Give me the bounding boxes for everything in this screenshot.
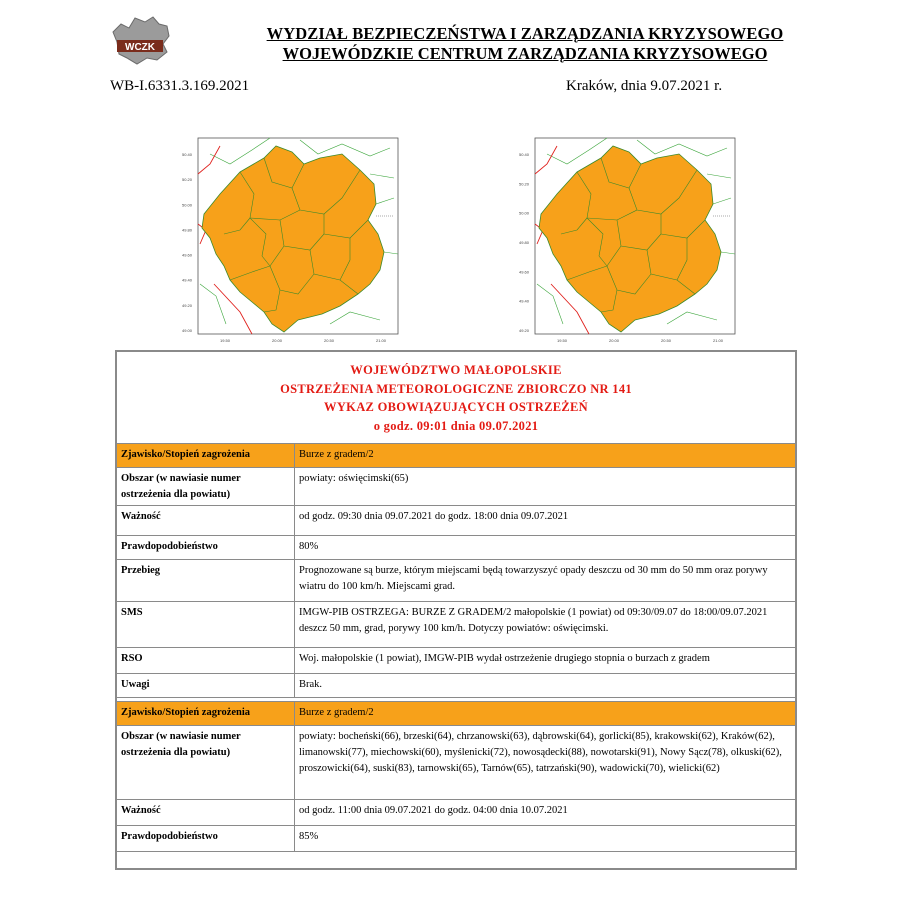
map-y-tick: 50.00 [519,210,530,216]
row-label: Zjawisko/Stopień zagrożenia [117,702,295,725]
row-label: Obszar (w nawiasie numer ostrzeżenia dla powiatu) [117,468,295,505]
table-row [117,648,795,674]
map-y-tick: 49.20 [182,302,193,308]
phenomenon-row [117,444,795,468]
wczk-logo [107,14,173,66]
table-row [117,800,795,826]
row-value: powiaty: bocheński(66), brzeski(64), chrzanowski(63), dąbrowski(64), gorlicki(85), krakowski(62), Kraków(62), limanowski(77), miechowski(60), myślenicki(72), nowosądecki(88), nowotarski(91), Nowy Sącz(78), olkuski(62), proszowicki(64), suski(83), tarnowski(65), Tarnów(65), tatrzański(90), wadowicki(70), wielicki(62) [299,731,782,774]
row-value: od godz. 09:30 dnia 09.07.2021 do godz. 18:00 dnia 09.07.2021 [299,511,569,522]
row-label: SMS [117,602,295,647]
table-row [117,506,795,536]
map-x-tick: 20.50 [661,338,672,343]
row-value: Prognozowane są burze, którym miejscami będą towarzyszyć opady deszczu od 30 mm do 50 mm oraz porywy wiatru do 100 km/h. Miejscami grad. [299,565,768,592]
row-value: od godz. 11:00 dnia 09.07.2021 do godz. 04:00 dnia 10.07.2021 [299,805,568,816]
map-x-tick: 19.50 [557,338,568,343]
department-title: WYDZIAŁ BEZPIECZEŃSTWA I ZARZĄDZANIA KRYZYSOWEGO [266,24,784,43]
warning-rows [117,444,795,852]
title-time: o godz. 09:01 dnia 09.07.2021 [373,418,539,433]
row-label: Zjawisko/Stopień zagrożenia [117,444,295,467]
warning-map-right [517,134,739,346]
map-y-tick: 50.40 [519,152,530,157]
row-label: RSO [117,648,295,673]
row-label: Ważność [117,506,295,535]
row-value: Brak. [299,679,323,690]
title-list: WYKAZ OBOWIĄZUJĄCYCH OSTRZEŻEŃ [324,400,588,414]
table-row [117,536,795,560]
map-y-tick: 49.40 [182,277,193,283]
map-y-tick: 50.40 [182,152,193,157]
row-value: Burze z gradem/2 [295,444,795,467]
map-x-tick: 20.50 [324,338,335,343]
table-row [117,468,795,506]
row-value: 85% [299,831,319,842]
map-x-tick: 21.00 [713,338,724,343]
map-y-tick: 49.60 [182,252,193,258]
document-date: Kraków, dnia 9.07.2021 r. [566,78,723,94]
map-x-tick: 21.00 [376,338,387,343]
map-y-tick: 50.00 [182,202,193,208]
map-y-tick: 49.80 [519,240,530,245]
warning-map-left [180,134,402,346]
phenomenon-row [117,702,795,726]
table-row [117,560,795,602]
table-row [117,826,795,852]
map-y-tick: 49.40 [519,298,530,304]
row-value: IMGW-PIB OSTRZEGA: BURZE Z GRADEM/2 małopolskie (1 powiat) od 09:30/09.07 do 18:00/09.07.2021 deszcz 50 mm, grad, porywy 100 km/h. Dotyczy powiatów: oświęcimski. [299,607,768,634]
map-x-tick: 20.00 [609,338,620,343]
row-label: Ważność [117,800,295,825]
row-label: Prawdopodobieństwo [117,826,295,851]
row-label: Przebieg [117,560,295,601]
warning-summary-table [115,350,797,870]
row-label: Obszar (w nawiasie numer ostrzeżenia dla powiatu) [117,726,295,799]
map-x-tick: 19.50 [220,338,231,343]
table-row [117,726,795,800]
row-value: Woj. małopolskie (1 powiat), IMGW-PIB wydał ostrzeżenie drugiego stopnia o burzach z gradem [299,653,710,664]
warning-title [117,352,795,444]
title-voivodeship: WOJEWÓDZTWO MAŁOPOLSKIE [350,363,562,377]
map-x-tick: 20.00 [272,338,283,343]
map-y-tick: 49.80 [182,227,193,233]
table-row [117,674,795,698]
map-y-tick: 49.60 [519,269,530,275]
svg-text:WCZK: WCZK [125,42,155,53]
row-label: Prawdopodobieństwo [117,536,295,559]
map-y-tick: 49.00 [182,328,193,333]
map-y-tick: 50.20 [182,177,193,183]
map-y-tick: 49.20 [519,328,530,333]
row-value: Burze z gradem/2 [295,702,795,725]
table-row [117,602,795,648]
title-warning-number: OSTRZEŻENIA METEOROLOGICZNE ZBIORCZO NR 141 [280,381,632,396]
row-value: powiaty: oświęcimski(65) [299,473,409,484]
map-y-tick: 50.20 [519,181,530,187]
center-title: WOJEWÓDZKIE CENTRUM ZARZĄDZANIA KRYZYSOWEGO [282,44,768,63]
row-label: Uwagi [117,674,295,697]
row-value: 80% [299,541,319,552]
document-reference: WB-I.6331.3.169.2021 [110,78,250,94]
